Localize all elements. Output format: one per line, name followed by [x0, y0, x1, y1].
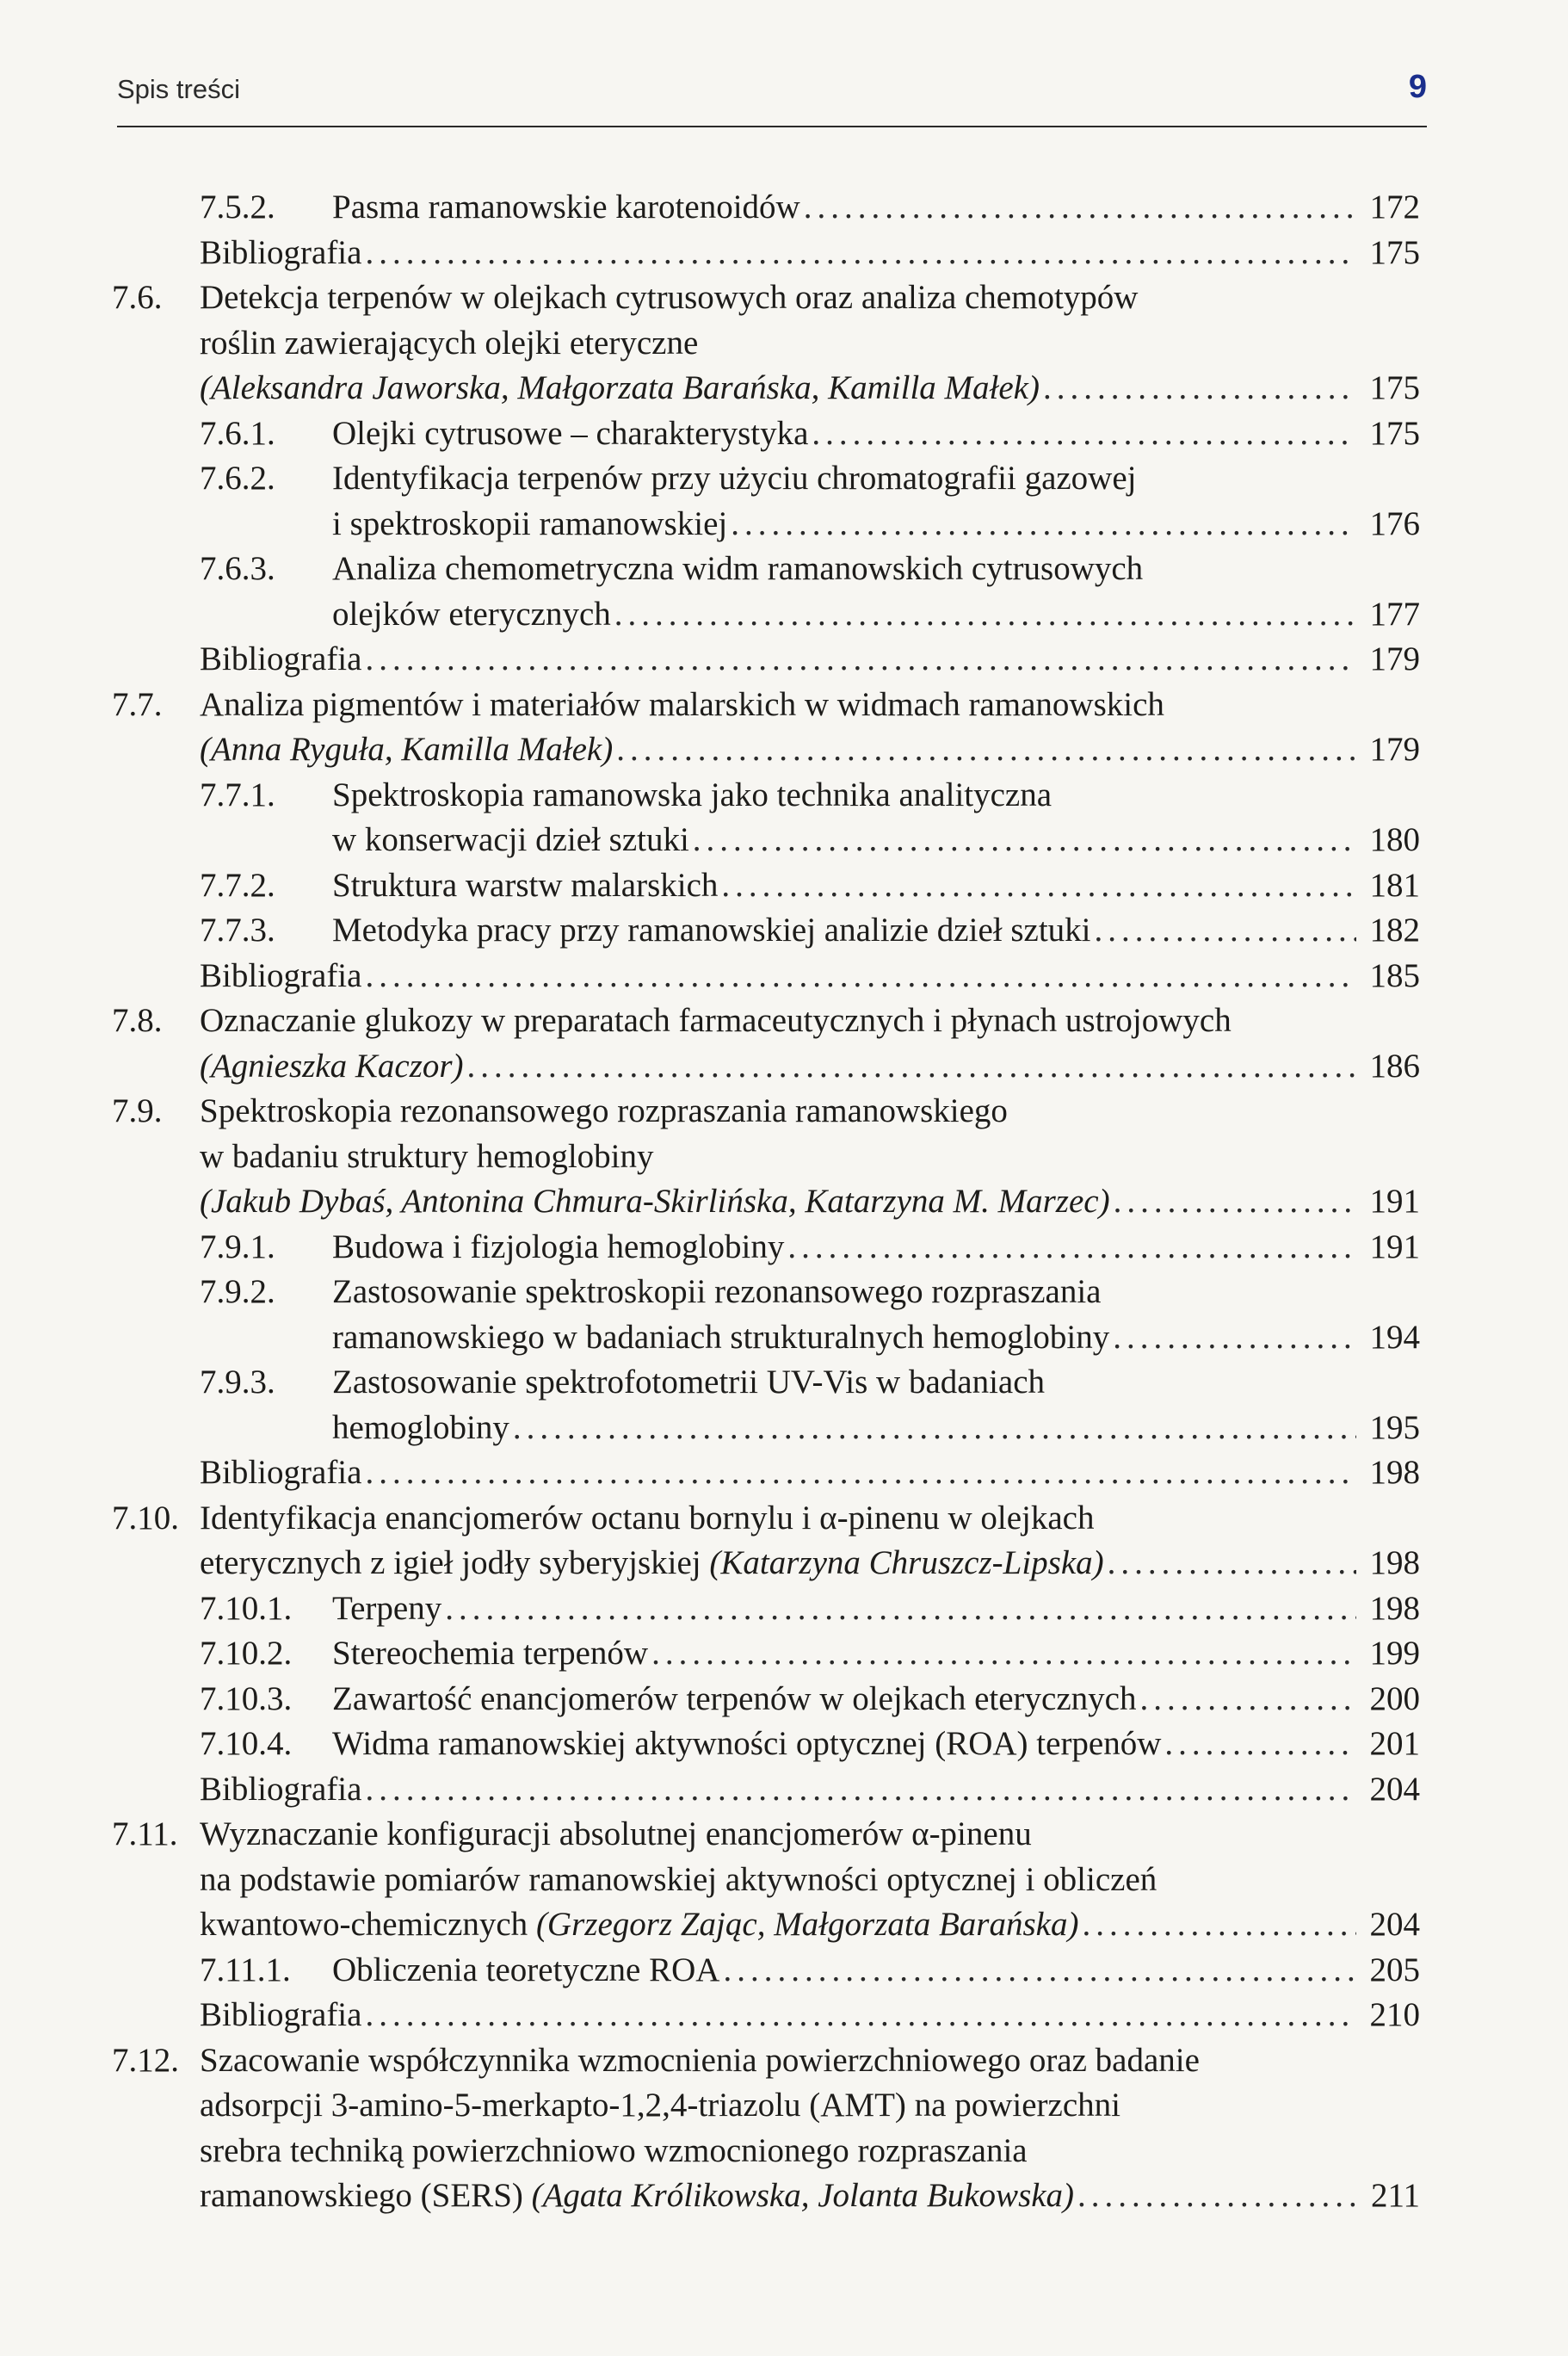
toc-entry — [112, 863, 1420, 909]
toc-entry — [112, 1225, 1420, 1271]
toc-entry — [112, 321, 1420, 367]
toc-entry-title: Zastosowanie spektroskopii rezonansowego rozpraszania — [332, 1273, 1102, 1310]
toc-entry-authors: (Katarzyna Chruszcz-Lipska) — [709, 1544, 1104, 1581]
toc-entry-title: hemoglobiny — [332, 1408, 509, 1446]
toc-entry — [112, 2038, 1420, 2084]
toc-entry-title: Bibliografia — [200, 640, 362, 677]
toc-entry — [112, 1270, 1420, 1315]
toc-entry-authors: (Jakub Dybaś, Antonina Chmura-Skirlińska, Katarzyna M. Marzec) — [200, 1183, 1110, 1220]
toc-entry-title: Bibliografia — [200, 1996, 362, 2033]
toc-entry-title: olejków eterycznych — [332, 595, 611, 633]
toc-entry — [112, 683, 1420, 728]
dot-leader — [467, 1044, 1356, 1090]
toc-entry-authors: (Grzegorz Zając, Małgorzata Barańska) — [535, 1906, 1079, 1943]
toc-entry-page: 205 — [1369, 1951, 1420, 1988]
toc-entry — [112, 1179, 1420, 1225]
toc-entry-page: 175 — [1369, 369, 1420, 406]
toc-entry-page: 198 — [1369, 1454, 1420, 1491]
toc-entry — [112, 456, 1420, 502]
toc-entry-title: Metodyka pracy przy ramanowskiej analizie dzieł sztuki — [332, 912, 1091, 949]
toc-entry-title — [200, 727, 616, 773]
toc-entry-number: 7.12. — [112, 2041, 179, 2079]
toc-entry — [112, 231, 1420, 276]
toc-entry-title: adsorpcji 3-amino-5-merkapto-1,2,4-triazolu (AMT) na powierzchni — [200, 2087, 1120, 2124]
toc-entry-page: 194 — [1369, 1318, 1420, 1356]
toc-entry-authors: (Aleksandra Jaworska, Małgorzata Barańska, Kamilla Małek) — [200, 369, 1040, 406]
dot-leader — [804, 185, 1356, 231]
toc-entry-title: eterycznych z igieł jodły syberyjskiej (Katarzyna Chruszcz-Lipska) — [200, 1544, 1104, 1581]
toc-entry-page: 200 — [1369, 1679, 1420, 1717]
toc-entry — [112, 954, 1420, 999]
toc-entry — [112, 1044, 1420, 1090]
toc-entry — [112, 727, 1420, 773]
toc-entry-page: 175 — [1369, 233, 1420, 271]
toc-entry-page: 179 — [1369, 731, 1420, 768]
toc-entry-page: 179 — [1369, 640, 1420, 677]
dot-leader — [721, 863, 1356, 909]
dot-leader — [513, 1406, 1356, 1451]
toc-entry-title: Oznaczanie glukozy w preparatach farmaceutycznych i płynach ustrojowych — [200, 1002, 1232, 1039]
toc-entry-page: 198 — [1369, 1589, 1420, 1627]
toc-entry-page: 201 — [1369, 1725, 1420, 1762]
toc-entry-title: Zawartość enancjomerów terpenów w olejkach eterycznych — [332, 1679, 1137, 1717]
dot-leader — [1139, 1677, 1356, 1722]
toc-entry — [112, 366, 1420, 411]
toc-entry-page: 181 — [1369, 866, 1420, 904]
toc-entry-page: 182 — [1369, 912, 1420, 949]
toc-entry-title: Bibliografia — [200, 1770, 362, 1808]
toc-entry-page: 195 — [1369, 1408, 1420, 1446]
dot-leader — [693, 818, 1356, 863]
toc-entry — [112, 411, 1420, 457]
toc-entry-title: Terpeny — [332, 1589, 442, 1627]
toc-entry-number: 7.6. — [112, 279, 163, 316]
toc-entry-number: 7.9. — [112, 1092, 163, 1129]
toc-entry-title: w badaniu struktury hemoglobiny — [200, 1137, 654, 1175]
toc-entry — [112, 1406, 1420, 1451]
toc-entry-authors: (Agata Królikowska, Jolanta Bukowska) — [531, 2177, 1075, 2214]
toc-entry — [112, 908, 1420, 954]
toc-entry-number: 7.11. — [112, 1815, 178, 1852]
toc-entry-number: 7.8. — [112, 1002, 163, 1039]
toc-entry-page: 199 — [1369, 1635, 1420, 1672]
toc-entry-title: Analiza pigmentów i materiałów malarskich w widmach ramanowskich — [200, 685, 1164, 723]
toc-entry — [112, 1767, 1420, 1813]
toc-entry — [112, 2083, 1420, 2129]
toc-entry-title: i spektroskopii ramanowskiej — [332, 504, 728, 542]
toc-entry — [112, 2174, 1420, 2219]
toc-entry — [112, 1315, 1420, 1361]
dot-leader — [731, 502, 1356, 547]
toc-entry — [112, 773, 1420, 819]
toc-entry-number: 7.7.2. — [200, 866, 275, 904]
toc-entry — [112, 1135, 1420, 1180]
toc-entry — [112, 637, 1420, 683]
toc-entry-page: 191 — [1369, 1183, 1420, 1220]
dot-leader — [365, 637, 1356, 683]
toc-entry-title: Detekcja terpenów w olejkach cytrusowych oraz analiza chemotypów — [200, 279, 1139, 316]
toc-entry-page: 175 — [1369, 414, 1420, 452]
toc-entry-title: Bibliografia — [200, 1454, 362, 1491]
toc-entry-title: Identyfikacja terpenów przy użyciu chromatografii gazowej — [332, 460, 1137, 497]
toc-entry-number: 7.10.4. — [200, 1725, 293, 1762]
toc-entry-page: 191 — [1369, 1227, 1420, 1265]
toc-entry — [112, 592, 1420, 638]
toc-entry — [112, 1496, 1420, 1542]
toc-entry-page: 210 — [1369, 1996, 1420, 2033]
toc-entry — [112, 2129, 1420, 2174]
toc-entry-page: 198 — [1369, 1544, 1420, 1581]
toc-entry — [112, 1948, 1420, 1994]
toc-entry — [112, 1902, 1420, 1948]
toc-entry-title: Struktura warstw malarskich — [332, 866, 719, 904]
toc-entry-page: 185 — [1369, 956, 1420, 994]
toc-entry-number: 7.5.2. — [200, 189, 275, 226]
toc-entry-title: ramanowskiego (SERS) (Agata Królikowska, Jolanta Bukowska) — [200, 2177, 1075, 2214]
toc-entry-title: Spektroskopia ramanowska jako technika analityczna — [332, 776, 1053, 813]
dot-leader — [365, 1450, 1356, 1496]
dot-leader — [1113, 1315, 1356, 1361]
page-number: 9 — [1408, 69, 1427, 105]
running-head — [117, 69, 1427, 127]
toc-entry-title: Wyznaczanie konfiguracji absolutnej enancjomerów α-pinenu — [200, 1815, 1032, 1852]
dot-leader — [651, 1631, 1356, 1677]
dot-leader — [1082, 1902, 1356, 1948]
toc-entry — [112, 818, 1420, 863]
toc-entry-number: 7.10. — [112, 1499, 179, 1537]
toc-entry-title: Pasma ramanowskie karotenoidów — [332, 189, 800, 226]
toc-entry — [112, 1722, 1420, 1767]
toc-entry-number: 7.11.1. — [200, 1951, 291, 1988]
toc-entry-number: 7.9.2. — [200, 1273, 275, 1310]
toc-entry-page: 204 — [1369, 1770, 1420, 1808]
toc-entry-number: 7.10.3. — [200, 1679, 293, 1717]
toc-entry — [112, 547, 1420, 592]
toc-entry-title: roślin zawierających olejki eteryczne — [200, 324, 699, 362]
toc-entry-title: ramanowskiego w badaniach strukturalnych hemoglobiny — [332, 1318, 1110, 1356]
toc-entry-title: Bibliografia — [200, 233, 362, 271]
toc-entry-title: Obliczenia teoretyczne ROA — [332, 1951, 720, 1988]
dot-leader — [365, 1993, 1356, 2038]
toc-entry-title: na podstawie pomiarów ramanowskiej aktywności optycznej i obliczeń — [200, 1860, 1157, 1898]
toc-entry-number: 7.9.1. — [200, 1227, 275, 1265]
toc-entry-number: 7.6.1. — [200, 414, 275, 452]
toc-entry-number: 7.10.2. — [200, 1635, 293, 1672]
dot-leader — [1114, 1179, 1356, 1225]
toc-entry — [112, 275, 1420, 321]
toc-entry-title: Analiza chemometryczna widm ramanowskich cytrusowych — [332, 550, 1144, 587]
toc-entry-page: 180 — [1369, 821, 1420, 858]
toc-entry-title: Olejki cytrusowe – charakterystyka — [332, 414, 809, 452]
toc-entry — [112, 1677, 1420, 1722]
dot-leader — [1077, 2174, 1356, 2219]
toc-entry — [112, 1541, 1420, 1586]
dot-leader — [445, 1586, 1356, 1632]
toc-entry-title — [200, 1044, 467, 1090]
toc-entry — [112, 1631, 1420, 1677]
toc-entry-number: 7.10.1. — [200, 1589, 293, 1627]
dot-leader — [614, 592, 1356, 638]
running-head-title: Spis treści — [117, 74, 240, 104]
toc-entry-title: srebra techniką powierzchniowo wzmocnionego rozpraszania — [200, 2131, 1028, 2169]
dot-leader — [1043, 366, 1356, 411]
toc-entry-authors: (Anna Ryguła, Kamilla Małek) — [200, 731, 614, 768]
toc-entry-page: 211 — [1370, 2177, 1420, 2214]
dot-leader — [1095, 908, 1357, 954]
dot-leader — [616, 727, 1356, 773]
toc-entry-authors: (Agnieszka Kaczor) — [200, 1047, 464, 1085]
toc-entry-number: 7.9.3. — [200, 1364, 275, 1401]
dot-leader — [787, 1225, 1356, 1271]
dot-leader — [1164, 1722, 1356, 1767]
toc-entry — [112, 185, 1420, 231]
dot-leader — [365, 1767, 1356, 1813]
toc-entry-title: w konserwacji dzieł sztuki — [332, 821, 689, 858]
toc-entry-number: 7.6.3. — [200, 550, 275, 587]
dot-leader — [812, 411, 1356, 457]
toc-entry — [112, 999, 1420, 1044]
dot-leader — [723, 1948, 1356, 1994]
toc-entry-title: kwantowo-chemicznych (Grzegorz Zając, Małgorzata Barańska) — [200, 1906, 1079, 1943]
toc-entry-title: Bibliografia — [200, 956, 362, 994]
toc-entry-title: Szacowanie współczynnika wzmocnienia powierzchniowego oraz badanie — [200, 2041, 1200, 2079]
toc-entry-title — [200, 366, 1043, 411]
toc-entry — [112, 1993, 1420, 2038]
toc-entry-title: Stereochemia terpenów — [332, 1635, 649, 1672]
toc-entry-title: Budowa i fizjologia hemoglobiny — [332, 1227, 785, 1265]
toc-entry-title: Widma ramanowskiej aktywności optycznej (ROA) terpenów — [332, 1725, 1162, 1762]
toc-entry-number: 7.7.3. — [200, 912, 275, 949]
toc-entry — [112, 1360, 1420, 1406]
table-of-contents — [112, 185, 1420, 2219]
dot-leader — [365, 954, 1356, 999]
toc-entry-title: Zastosowanie spektrofotometrii UV-Vis w badaniach — [332, 1364, 1046, 1401]
toc-entry-page: 204 — [1369, 1906, 1420, 1943]
toc-entry-page: 172 — [1369, 189, 1420, 226]
toc-entry — [112, 1812, 1420, 1858]
toc-entry — [112, 1450, 1420, 1496]
toc-entry-number: 7.7. — [112, 685, 163, 723]
dot-leader — [365, 231, 1356, 276]
toc-entry-title: Spektroskopia rezonansowego rozpraszania ramanowskiego — [200, 1092, 1008, 1129]
toc-entry — [112, 1586, 1420, 1632]
toc-entry — [112, 1089, 1420, 1135]
toc-entry-title: Identyfikacja enancjomerów octanu bornylu i α-pinenu w olejkach — [200, 1499, 1095, 1537]
toc-entry-page: 186 — [1369, 1047, 1420, 1085]
toc-entry-number: 7.6.2. — [200, 460, 275, 497]
dot-leader — [1108, 1541, 1356, 1586]
toc-entry — [112, 1858, 1420, 1903]
toc-entry-number: 7.7.1. — [200, 776, 275, 813]
toc-entry-title — [200, 1179, 1114, 1225]
toc-entry-page: 177 — [1369, 595, 1420, 633]
toc-entry-page: 176 — [1369, 504, 1420, 542]
toc-entry — [112, 502, 1420, 547]
